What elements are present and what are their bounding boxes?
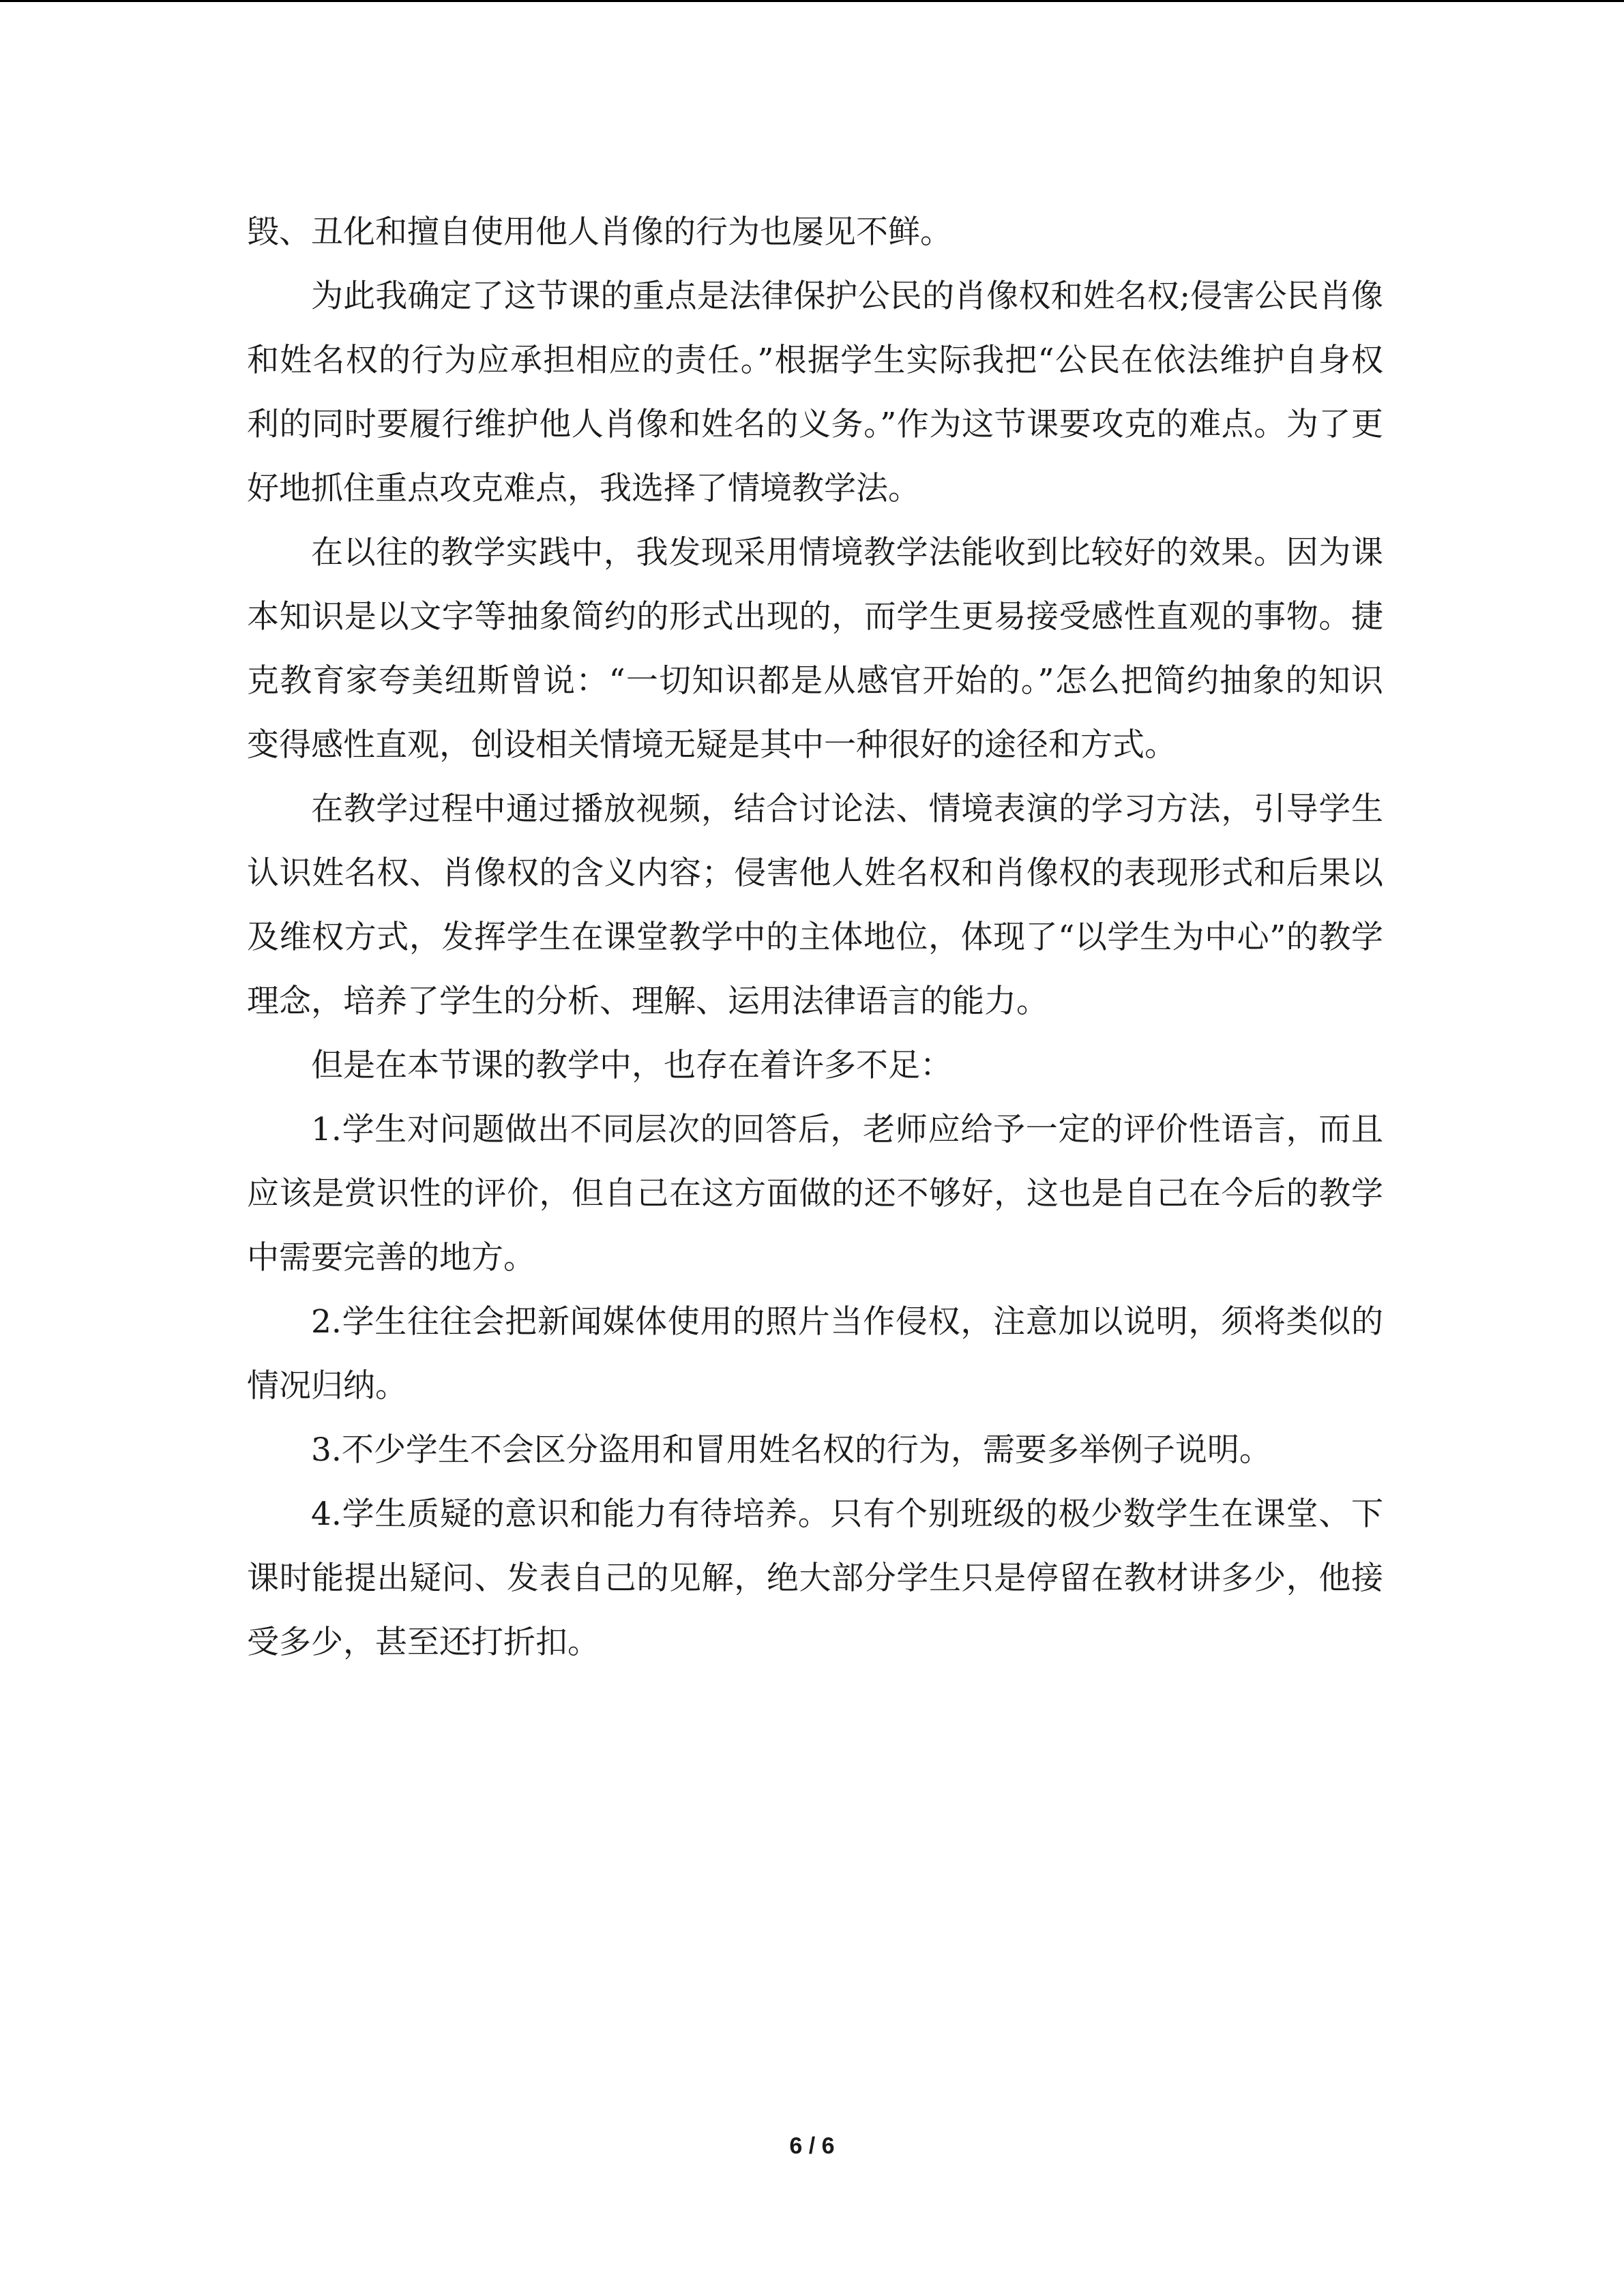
paragraph-2: 为此我确定了这节课的重点是法律保护公民的肖像权和姓名权;侵害公民肖像和姓名权的行为应承担相应的责任。”根据学生实际我把“公民在依法维护自身权利的同时要履行维护他人肖像和姓名的义务。”作为这节课要攻克的难点。为了更好地抓住重点攻克难点，我选择了情境教学法。: [247, 278, 1383, 507]
paragraph-4: 在教学过程中通过播放视频，结合讨论法、情境表演的学习方法，引导学生认识姓名权、肖像权的含义内容；侵害他人姓名权和肖像权的表现形式和后果以及维权方式，发挥学生在课堂教学中的主体地位，体现了“以学生为中心”的教学理念，培养了学生的分析、理解、运用法律语言的能力。: [247, 790, 1383, 1020]
paragraph-3: 在以往的教学实践中，我发现采用情境教学法能收到比较好的效果。因为课本知识是以文字等抽象简约的形式出现的，而学生更易接受感性直观的事物。捷克教育家夸美纽斯曾说：“一切知识都是从感官开始的。”怎么把简约抽象的知识变得感性直观，创设相关情境无疑是其中一种很好的途径和方式。: [247, 534, 1383, 764]
paragraph-1: 毁、丑化和擅自使用他人肖像的行为也屡见不鲜。: [247, 213, 952, 251]
list-item-2: 2.学生往往会把新闻媒体使用的照片当作侵权，注意加以说明，须将类似的情况归纳。: [247, 1303, 1383, 1405]
page-number: 6 / 6: [789, 2133, 835, 2159]
list-item-4: 4.学生质疑的意识和能力有待培养。只有个别班级的极少数学生在课堂、下课时能提出疑问、发表自己的见解，绝大部分学生只是停留在教材讲多少，他接受多少，甚至还打折扣。: [247, 1495, 1383, 1661]
list-item-1: 1.学生对问题做出不同层次的回答后，老师应给予一定的评价性语言，而且应该是赏识性的评价，但自己在这方面做的还不够好，这也是自己在今后的教学中需要完善的地方。: [247, 1111, 1383, 1277]
document-body: [247, 200, 1383, 1675]
list-item-3: 3.不少学生不会区分盗用和冒用姓名权的行为，需要多举例子说明。: [311, 1431, 1271, 1469]
paragraph-5: 但是在本节课的教学中，也存在着许多不足：: [311, 1047, 952, 1084]
top-border-line: [0, 0, 1624, 2]
